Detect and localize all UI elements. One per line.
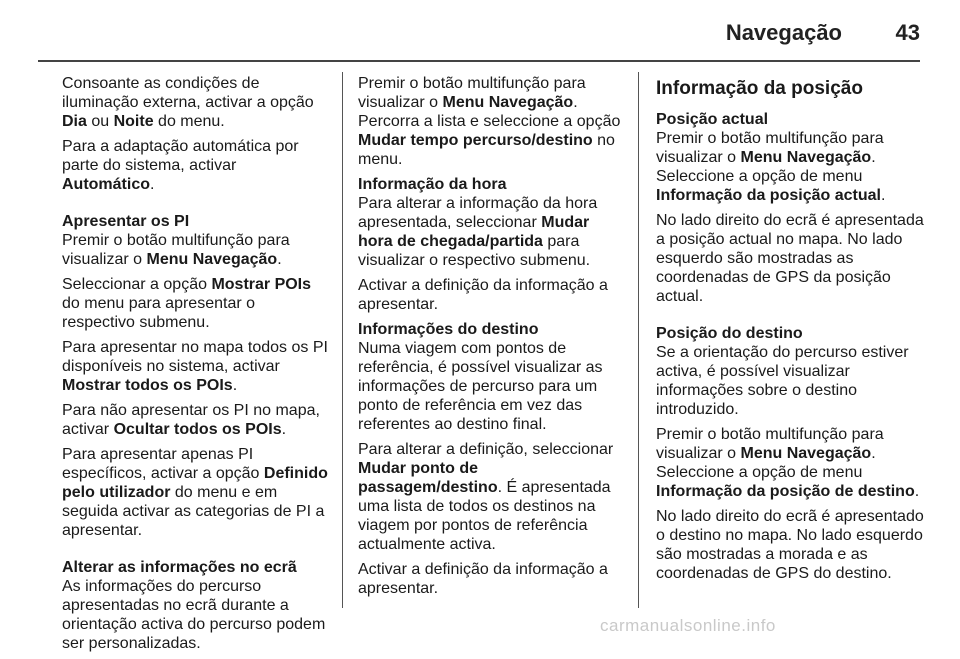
menu-option: Noite [113,113,154,130]
paragraph: Se a orientação do percurso estiver activa, é possível visualizar informações sobre o destino introduzido. [656,344,909,418]
text: Para não apresentar os PI no mapa, activar [62,402,320,438]
text: Seleccionar a opção [62,276,212,293]
paragraph [62,74,328,131]
text: . [871,149,876,166]
paragraph [656,129,926,167]
menu-option: Mostrar todos os POIs [62,377,233,394]
text: no menu. [358,132,615,168]
paragraph [656,463,926,501]
text: . [150,176,155,193]
paragraph: No lado direito do ecrã é apresentada a posição actual no mapa. No lado esquerdo são mostradas as coordenadas de GPS da posição actual. [656,212,924,305]
text: Percorra a lista e seleccione a opção [358,113,621,130]
text: . [914,483,920,500]
paragraph [62,137,328,194]
subheading: Posição actual [656,111,769,128]
text: Para apresentar no mapa todos os PI disponíveis no sistema, activar [62,339,328,375]
subheading: Posição do destino [656,325,803,342]
text: Para alterar a definição, seleccionar [358,441,614,458]
text: Para a adaptação automática por parte do sistema, activar [62,138,299,174]
paragraph: Activar a definição da informação a apresentar. [358,561,608,597]
menu-option: Definido pelo utilizador [62,465,328,501]
menu-option: Informação da posição actual [656,187,881,204]
text: Seleccione a opção de menu [656,168,863,185]
text: Para apresentar apenas PI específicos, activar a opção [62,446,264,482]
text: para visualizar o respectivo submenu. [358,233,591,269]
paragraph [62,401,328,439]
paragraph: No lado direito do ecrã é apresentado o destino no mapa. No lado esquerdo são mostradas a morada e as coordenadas de GPS do destino. [656,508,924,582]
menu-option: Dia [62,113,87,130]
menu-option: Mudar ponto de passagem/destino [358,460,498,496]
text: Premir o botão multifunção para visualizar o [62,232,290,268]
subheading: Informação da hora [358,176,507,193]
paragraph [358,74,626,112]
watermark: carmanualsonline.info [600,616,776,635]
text: . [232,377,238,394]
running-header-title: Navegação [725,20,842,45]
paragraph [656,425,926,463]
paragraph [62,338,328,395]
paragraph: Numa viagem com pontos de referência, é possível visualizar as informações de percurso para um ponto de referência em vez das referentes ao destino final. [358,340,603,433]
text: . É apresentada uma lista de todos os destinos na viagem por pontos de referência actualmente activa. [358,479,611,553]
menu-option: Informação da posição de destino [656,483,915,500]
text: do menu. [153,113,225,130]
menu-option: Ocultar todos os POIs [113,421,282,438]
subheading: Apresentar os PI [62,213,190,230]
column-left [62,74,328,659]
paragraph: Activar a definição da informação a apresentar. [358,277,608,313]
column-middle [358,74,626,604]
text: Para alterar a informação da hora apresentada, seleccionar [358,195,598,231]
text: . [281,421,287,438]
menu-option: Menu Navegação [740,149,872,166]
text: Premir o botão multifunção para visualizar o [656,130,884,166]
paragraph [358,440,626,554]
menu-option: Mudar hora de chegada/partida [358,214,590,250]
menu-option: Menu Navegação [442,94,574,111]
menu-option: Automático [62,176,150,193]
paragraph [358,112,626,169]
menu-option: Menu Navegação [146,251,278,268]
column-divider [638,72,639,608]
menu-option: Mudar tempo percurso/destino [358,132,593,149]
menu-option: Menu Navegação [740,445,872,462]
page-header [0,0,960,62]
text: . [573,94,578,111]
paragraph [656,167,926,205]
text: . [277,251,282,268]
text: Premir o botão multifunção para visualizar o [358,75,586,111]
text: Seleccione a opção de menu [656,464,863,481]
text: ou [86,113,114,130]
text: do menu para apresentar o respectivo submenu. [62,295,256,331]
paragraph [358,194,626,270]
section-title: Informação da posição [656,78,863,99]
text: do menu e em seguida activar as categorias de PI a apresentar. [62,484,325,539]
subheading: Alterar as informações no ecrã [62,559,297,576]
column-divider [342,72,343,608]
paragraph [62,445,328,540]
page-number: 43 [895,20,920,45]
text: Premir o botão multifunção para visualizar o [656,426,884,462]
column-right [656,74,926,589]
text: . [871,445,876,462]
paragraph [62,275,328,332]
menu-option: Mostrar POIs [211,276,312,293]
header-rule [38,60,920,62]
text: Consoante as condições de iluminação externa, activar a opção [62,75,314,111]
paragraph: As informações do percurso apresentadas no ecrã durante a orientação activa do percurso podem ser personalizadas. [62,578,326,652]
subheading: Informações do destino [358,321,539,338]
text: . [880,187,886,204]
paragraph [62,231,328,269]
